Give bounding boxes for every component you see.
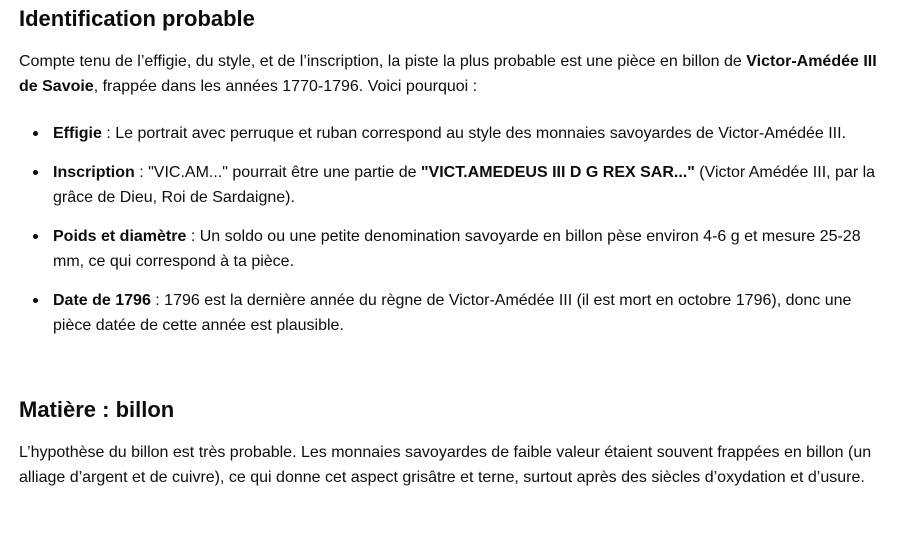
list-item-date: [19, 288, 881, 338]
list-item-label: Effigie: [53, 125, 102, 142]
list-item-text: : Un soldo ou une petite denomination savoyarde en billon pèse environ 4-6 g et mesure 25-28 mm, ce qui correspond à ta pièce.: [53, 228, 861, 270]
section-heading-matiere: Matière : billon: [19, 397, 175, 422]
billon-paragraph: L’hypothèse du billon est très probable. Les monnaies savoyardes de faible valeur étaient souvent frappées en billon (un alliage d’argent et de cuivre), ce qui donne cet aspect grisâtre et terne, surtout après des siècles d’oxydation et d’usure.: [19, 444, 872, 486]
inscription-quote: "VICT.AMEDEUS III D G REX SAR...": [420, 164, 695, 181]
intro-text-before: Compte tenu de l’effigie, du style, et de l’inscription, la piste la plus probable est une pièce en billon de: [19, 53, 747, 70]
list-item-text: : Le portrait avec perruque et ruban correspond au style des monnaies savoyardes de Victor-Amédée III.: [101, 125, 847, 142]
list-item-label: Poids et diamètre: [53, 228, 187, 245]
reasons-list: [19, 121, 881, 352]
list-item-label: Inscription: [53, 164, 135, 181]
intro-paragraph: [19, 49, 881, 99]
list-item-poids: [19, 224, 881, 274]
intro-text-after: , frappée dans les années 1770-1796. Voici pourquoi :: [93, 78, 478, 95]
list-item-text-after: (Victor Amédée III, par la grâce de Dieu, Roi de Sardaigne).: [53, 164, 876, 206]
list-item-text: : 1796 est la dernière année du règne de Victor-Amédée III (il est mort en octobre 1796), donc une pièce datée de cette année est plausible.: [53, 292, 852, 334]
list-item-inscription: [19, 160, 881, 210]
list-item-text: : "VIC.AM..." pourrait être une partie de: [134, 164, 421, 181]
intro-bold-name: Victor-Amédée III de Savoie: [19, 53, 877, 95]
list-item-effigie: [19, 121, 881, 146]
list-item-label: Date de 1796: [53, 292, 151, 309]
section-heading-identification: Identification probable: [19, 6, 255, 31]
